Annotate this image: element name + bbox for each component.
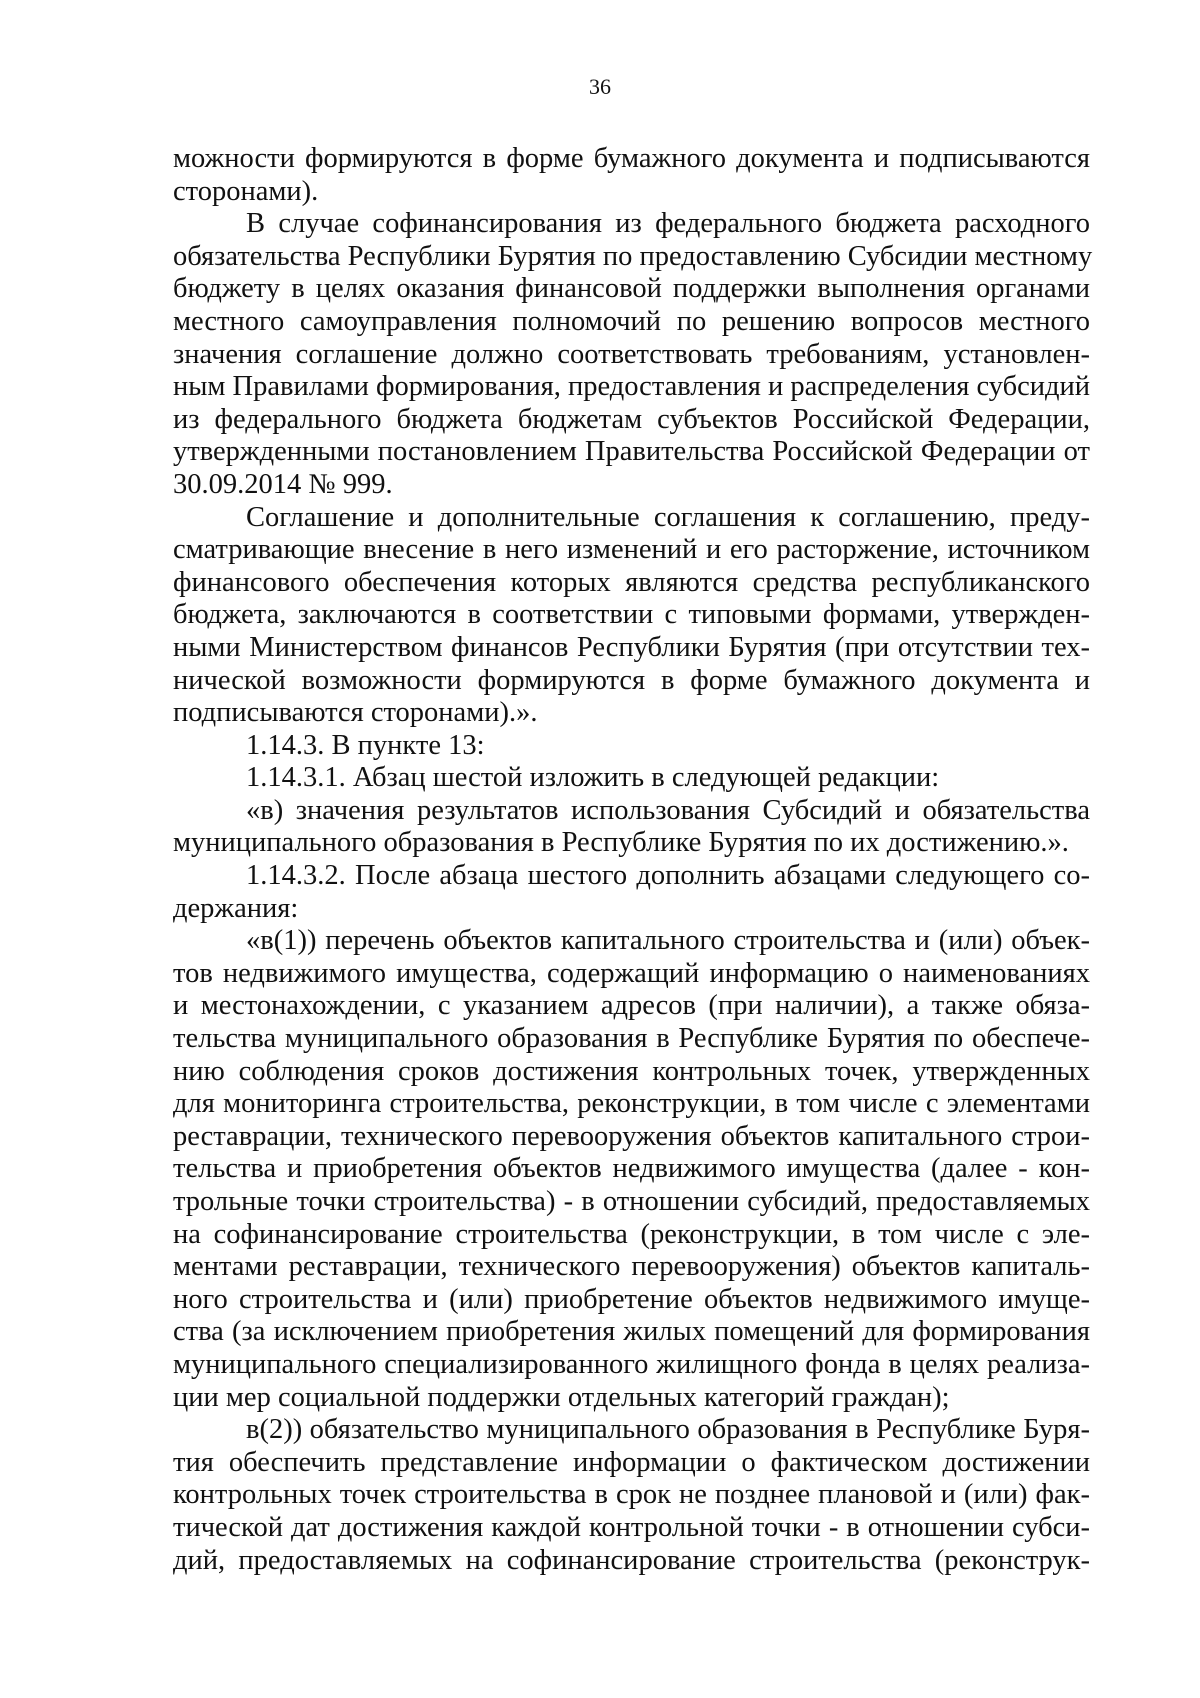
text-line: трольные точки строительства) - в отношении субсидий, предоставляемых — [173, 1186, 1090, 1217]
paragraph — [173, 1414, 1090, 1577]
paragraph — [173, 795, 1090, 860]
text-line: ным Правилами формирования, предоставления и распределения субсидий — [173, 371, 1090, 403]
text-line: подписываются сторонами).». — [173, 697, 538, 729]
paragraph — [173, 925, 1090, 1414]
text-line: для мониторинга строительства, реконструкции, в том числе с элементами — [173, 1088, 1090, 1120]
text-line: тельства и приобретения объектов недвижимого имущества (далее - кон- — [173, 1153, 1090, 1185]
text-line: нию соблюдения сроков достижения контрольных точек, утвержденных — [173, 1055, 1090, 1087]
paragraph — [173, 860, 1090, 925]
text-line: ства (за исключением приобретения жилых помещений для формирования — [173, 1316, 1090, 1348]
text-line: 1.14.3.2. После абзаца шестого дополнить абзацами следующего со- — [246, 860, 1090, 892]
text-line: контрольных точек строительства в срок не позднее плановой и (или) фак- — [173, 1479, 1090, 1511]
text-line: тов недвижимого имущества, содержащий информацию о наименованиях — [173, 957, 1090, 989]
text-line: из федерального бюджета бюджетам субъектов Российской Федерации, — [173, 403, 1090, 435]
text-line: 1.14.3. В пункте 13: — [246, 729, 485, 761]
text-line: значения соглашение должно соответствовать требованиям, установлен- — [173, 338, 1090, 370]
text-line: В случае софинансирования из федерального бюджета расходного — [246, 208, 1090, 240]
paragraph — [173, 762, 1090, 795]
text-line: и местонахождении, с указанием адресов (при наличии), а также обяза- — [173, 990, 1090, 1022]
text-line: муниципального образования в Республике Бурятия по их достижению.». — [173, 827, 1069, 859]
text-line: «в) значения результатов использования Субсидий и обязательства — [246, 794, 1090, 826]
text-line: ного строительства и (или) приобретение объектов недвижимого имуще- — [173, 1283, 1090, 1315]
text-line: сматривающие внесение в него изменений и его расторжение, источником — [173, 534, 1090, 566]
text-line: ции мер социальной поддержки отдельных категорий граждан); — [173, 1381, 950, 1413]
text-line: «в(1)) перечень объектов капитального строительства и (или) объек- — [246, 925, 1090, 957]
text-line: 30.09.2014 № 999. — [173, 468, 393, 500]
text-line: Соглашение и дополнительные соглашения к соглашению, преду- — [246, 501, 1090, 533]
text-line: ментами реставрации, технического перевооружения) объектов капиталь- — [173, 1251, 1090, 1283]
text-line: можности формируются в форме бумажного документа и подписываются — [173, 143, 1090, 174]
text-line: на софинансирование строительства (реконструкции, в том числе с эле- — [173, 1218, 1090, 1250]
paragraph — [173, 502, 1090, 730]
text-line: в(2)) обязательство муниципального образования в Республике Буря- — [246, 1414, 1090, 1446]
text-line: бюджета, заключаются в соответствии с типовыми формами, утвержден- — [173, 599, 1090, 631]
text-line: 1.14.3.1. Абзац шестой изложить в следующей редакции: — [246, 762, 940, 794]
text-line: тия обеспечить представление информации о фактическом достижении — [173, 1446, 1090, 1478]
text-line: ными Министерством финансов Республики Бурятия (при отсутствии тех- — [173, 631, 1090, 663]
paragraph — [173, 730, 1090, 763]
paragraph — [173, 208, 1093, 501]
text-line: дий, предоставляемых на софинансирование строительства (реконструк- — [173, 1544, 1090, 1576]
document-body — [173, 143, 1093, 1577]
text-line: тельства муниципального образования в Республике Бурятия по обеспече- — [173, 1023, 1090, 1055]
text-line: нической возможности формируются в форме бумажного документа и — [173, 664, 1090, 696]
text-line: муниципального специализированного жилищного фонда в целях реализа- — [173, 1348, 1090, 1380]
text-line: реставрации, технического перевооружения объектов капитального строи- — [173, 1120, 1090, 1152]
text-line: утвержденными постановлением Правительства Российской Федерации от — [173, 436, 1090, 468]
text-line: финансового обеспечения которых являются средства республиканского — [173, 566, 1090, 598]
text-line: обязательства Республики Бурятия по предоставлению Субсидии местному — [173, 240, 1093, 272]
text-line: держания: — [173, 892, 299, 924]
text-line: тической дат достижения каждой контрольной точки - в отношении субси- — [173, 1511, 1090, 1543]
text-line: местного самоуправления полномочий по решению вопросов местного — [173, 305, 1090, 337]
page-number: 36 — [589, 74, 611, 99]
paragraph — [173, 143, 1090, 208]
text-line: сторонами). — [173, 175, 319, 207]
text-line: бюджету в целях оказания финансовой поддержки выполнения органами — [173, 273, 1090, 305]
